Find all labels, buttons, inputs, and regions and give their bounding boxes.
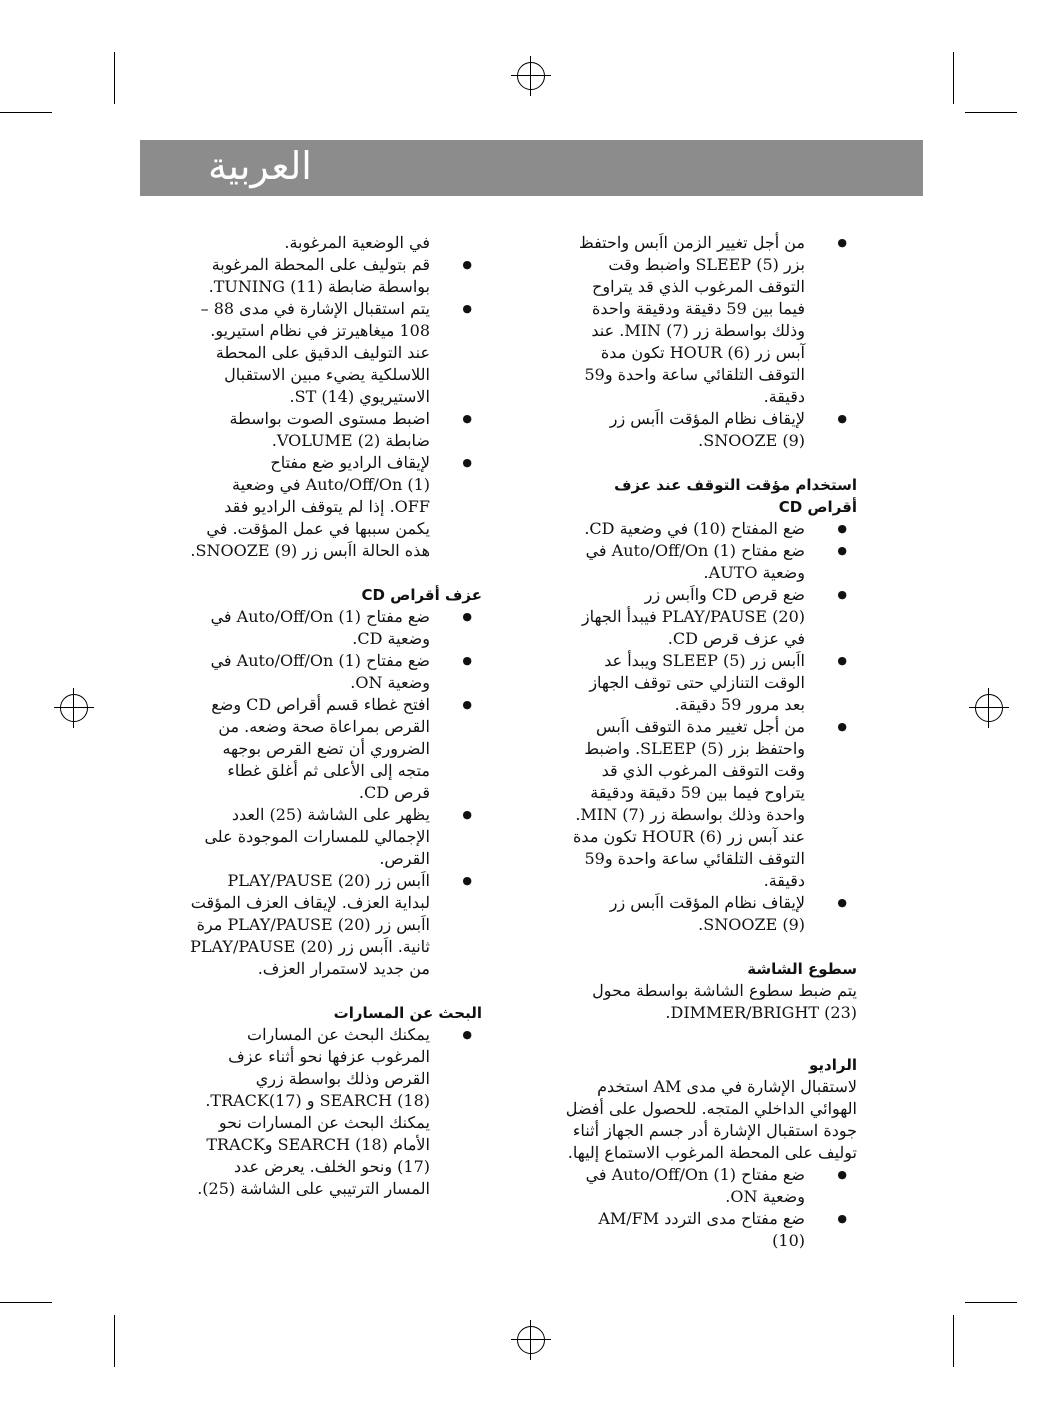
list-item: ● ضع قرص CD وااَبس زر PLAY/PAUSE (20) فيبدأ الجهاز في عزف قرص CD. <box>565 584 857 650</box>
list-item: ● ااَبس زر PLAY/PAUSE (20) لبداية العزف. لإيقاف العزف المؤقت ااَبس زر PLAY/PAUSE (20) مرة ثانية. ااَبس زر PLAY/PAUSE (20) من جديد لاستمرار العزف. <box>190 870 482 980</box>
list-item: ● افتح غطاء قسم أقراص CD وضع القرص بمراعاة صحة وضعه. من الضروري أن تضع القرص بوجهه متجه إلى الأعلى ثم أغلق غطاء قرص CD. <box>190 694 482 804</box>
cd-list <box>190 606 482 980</box>
crop-mark-bl-h <box>0 1302 52 1303</box>
cd-timer-list <box>565 518 857 936</box>
registration-mark-right <box>969 688 1009 728</box>
registration-mark-left <box>54 688 94 728</box>
right-column <box>565 232 857 1252</box>
list-item: ● ضع مفتاح مدى التردد AM/FM (10) <box>565 1208 857 1252</box>
list-item: ● من أجل تغيير الزمن ااَبس واحتفظ بزر SLEEP (5) واضبط وقت التوقف المرغوب الذي قد يتراوح فيما بين 59 دقيقة ودقيقة واحدة وذلك بواسطة زر MIN (7). عند آبس زر HOUR (6) تكون مدة التوقف التلقائي ساعة واحدة و59 دقيقة. <box>565 232 857 408</box>
section-heading-brightness: سطوع الشاشة <box>747 960 857 978</box>
radio-steps-list <box>190 254 482 562</box>
list-item: ● يتم استقبال الإشارة في مدى 88 – 108 ميغاهيرتز في نظام استيريو. عند التوليف الدقيق على المحطة اللاسلكية يضيء مبين الاستقبال الاستيريوي ST (14). <box>190 298 482 408</box>
list-item: ● لإيقاف الراديو ضع مفتاح Auto/Off/On (1) في وضعية OFF. إذا لم يتوقف الراديو فقد يكمن سببها في عمل المؤقت. في هذه الحالة ااَبس زر SNOOZE (9). <box>190 452 482 562</box>
crop-mark-tl-v <box>114 52 115 104</box>
list-item: ● من أجل تغيير مدة التوقف ااَبس واحتفظ بزر SLEEP (5). واضبط وقت التوقف المرغوب الذي قد يتراوح فيما بين 59 دقيقة ودقيقة واحدة وذلك بواسطة زر MIN (7). عند آبس زر HOUR (6) تكون مدة التوقف التلقائي ساعة واحدة و59 دقيقة. <box>565 716 857 892</box>
radio-continuation: في الوضعية المرغوبة. <box>284 233 430 252</box>
radio-text: لاستقبال الإشارة في مدى AM استخدم الهوائي الداخلي المتجه. للحصول على أفضل جودة استقبال الإشارة أدر جسم الجهاز أثناء توليف على المحطة المرغوب الاستماع إليها. <box>565 1077 857 1162</box>
registration-mark-bottom <box>511 1320 551 1360</box>
crop-mark-tr-v <box>953 52 954 104</box>
list-item: ● ضع مفتاح Auto/Off/On (1) في وضعية ON. <box>190 650 482 694</box>
list-item: ● ضع مفتاح Auto/Off/On (1) في وضعية CD. <box>190 606 482 650</box>
crop-mark-br-v <box>953 1315 954 1367</box>
list-item: ● يمكنك البحث عن المسارات المرغوب عزفها نحو أثناء عزف القرص وذلك بواسطة زري SEARCH (18) و TRACK(17). يمكنك البحث عن المسارات نحو الأمام SEARCH (18) وTRACK (17) ونحو الخلف. يعرض عدد المسار الترتيبي على الشاشة (25). <box>190 1024 482 1200</box>
brightness-text: يتم ضبط سطوع الشاشة بواسطة محول DIMMER/BRIGHT (23). <box>592 981 857 1022</box>
crop-mark-bl-v <box>114 1315 115 1367</box>
page-title: العربية <box>208 144 312 188</box>
section-heading-search: البحث عن المسارات <box>333 1004 482 1022</box>
list-item: ● اضبط مستوى الصوت بواسطة ضابطة VOLUME (2). <box>190 408 482 452</box>
section-heading-cd-timer: استخدام مؤقت التوقف عند عزف أقراص CD <box>614 476 857 516</box>
list-item: ● لإيقاف نظام المؤقت ااَبس زر SNOOZE (9). <box>565 892 857 936</box>
crop-mark-br-h <box>965 1302 1017 1303</box>
registration-mark-top <box>511 56 551 96</box>
list-item: ● ضع المفتاح (10) في وضعية CD. <box>565 518 857 540</box>
crop-mark-tr-h <box>965 112 1017 113</box>
list-item: ● ضع مفتاح Auto/Off/On (1) في وضعية ON. <box>565 1164 857 1208</box>
search-list <box>190 1024 482 1200</box>
list-item: ● ااَبس زر SLEEP (5) ويبدأ عد الوقت التنازلي حتى توقف الجهاز بعد مرور 59 دقيقة. <box>565 650 857 716</box>
header-bar <box>140 140 923 196</box>
section-heading-radio: الراديو <box>809 1056 857 1074</box>
timer-list <box>565 232 857 452</box>
list-item: ● قم بتوليف على المحطة المرغوبة بواسطة ضابطة TUNING (11). <box>190 254 482 298</box>
crop-mark-tl-h <box>0 112 52 113</box>
radio-list <box>565 1164 857 1252</box>
list-item: ● يظهر على الشاشة (25) العدد الإجمالي للمسارات الموجودة على القرص. <box>190 804 482 870</box>
list-item: ● لإيقاف نظام المؤقت ااَبس زر SNOOZE (9). <box>565 408 857 452</box>
section-heading-cd: عزف أقراص CD <box>361 586 482 604</box>
list-item: ● ضع مفتاح Auto/Off/On (1) في وضعية AUTO. <box>565 540 857 584</box>
left-column <box>190 232 482 1200</box>
